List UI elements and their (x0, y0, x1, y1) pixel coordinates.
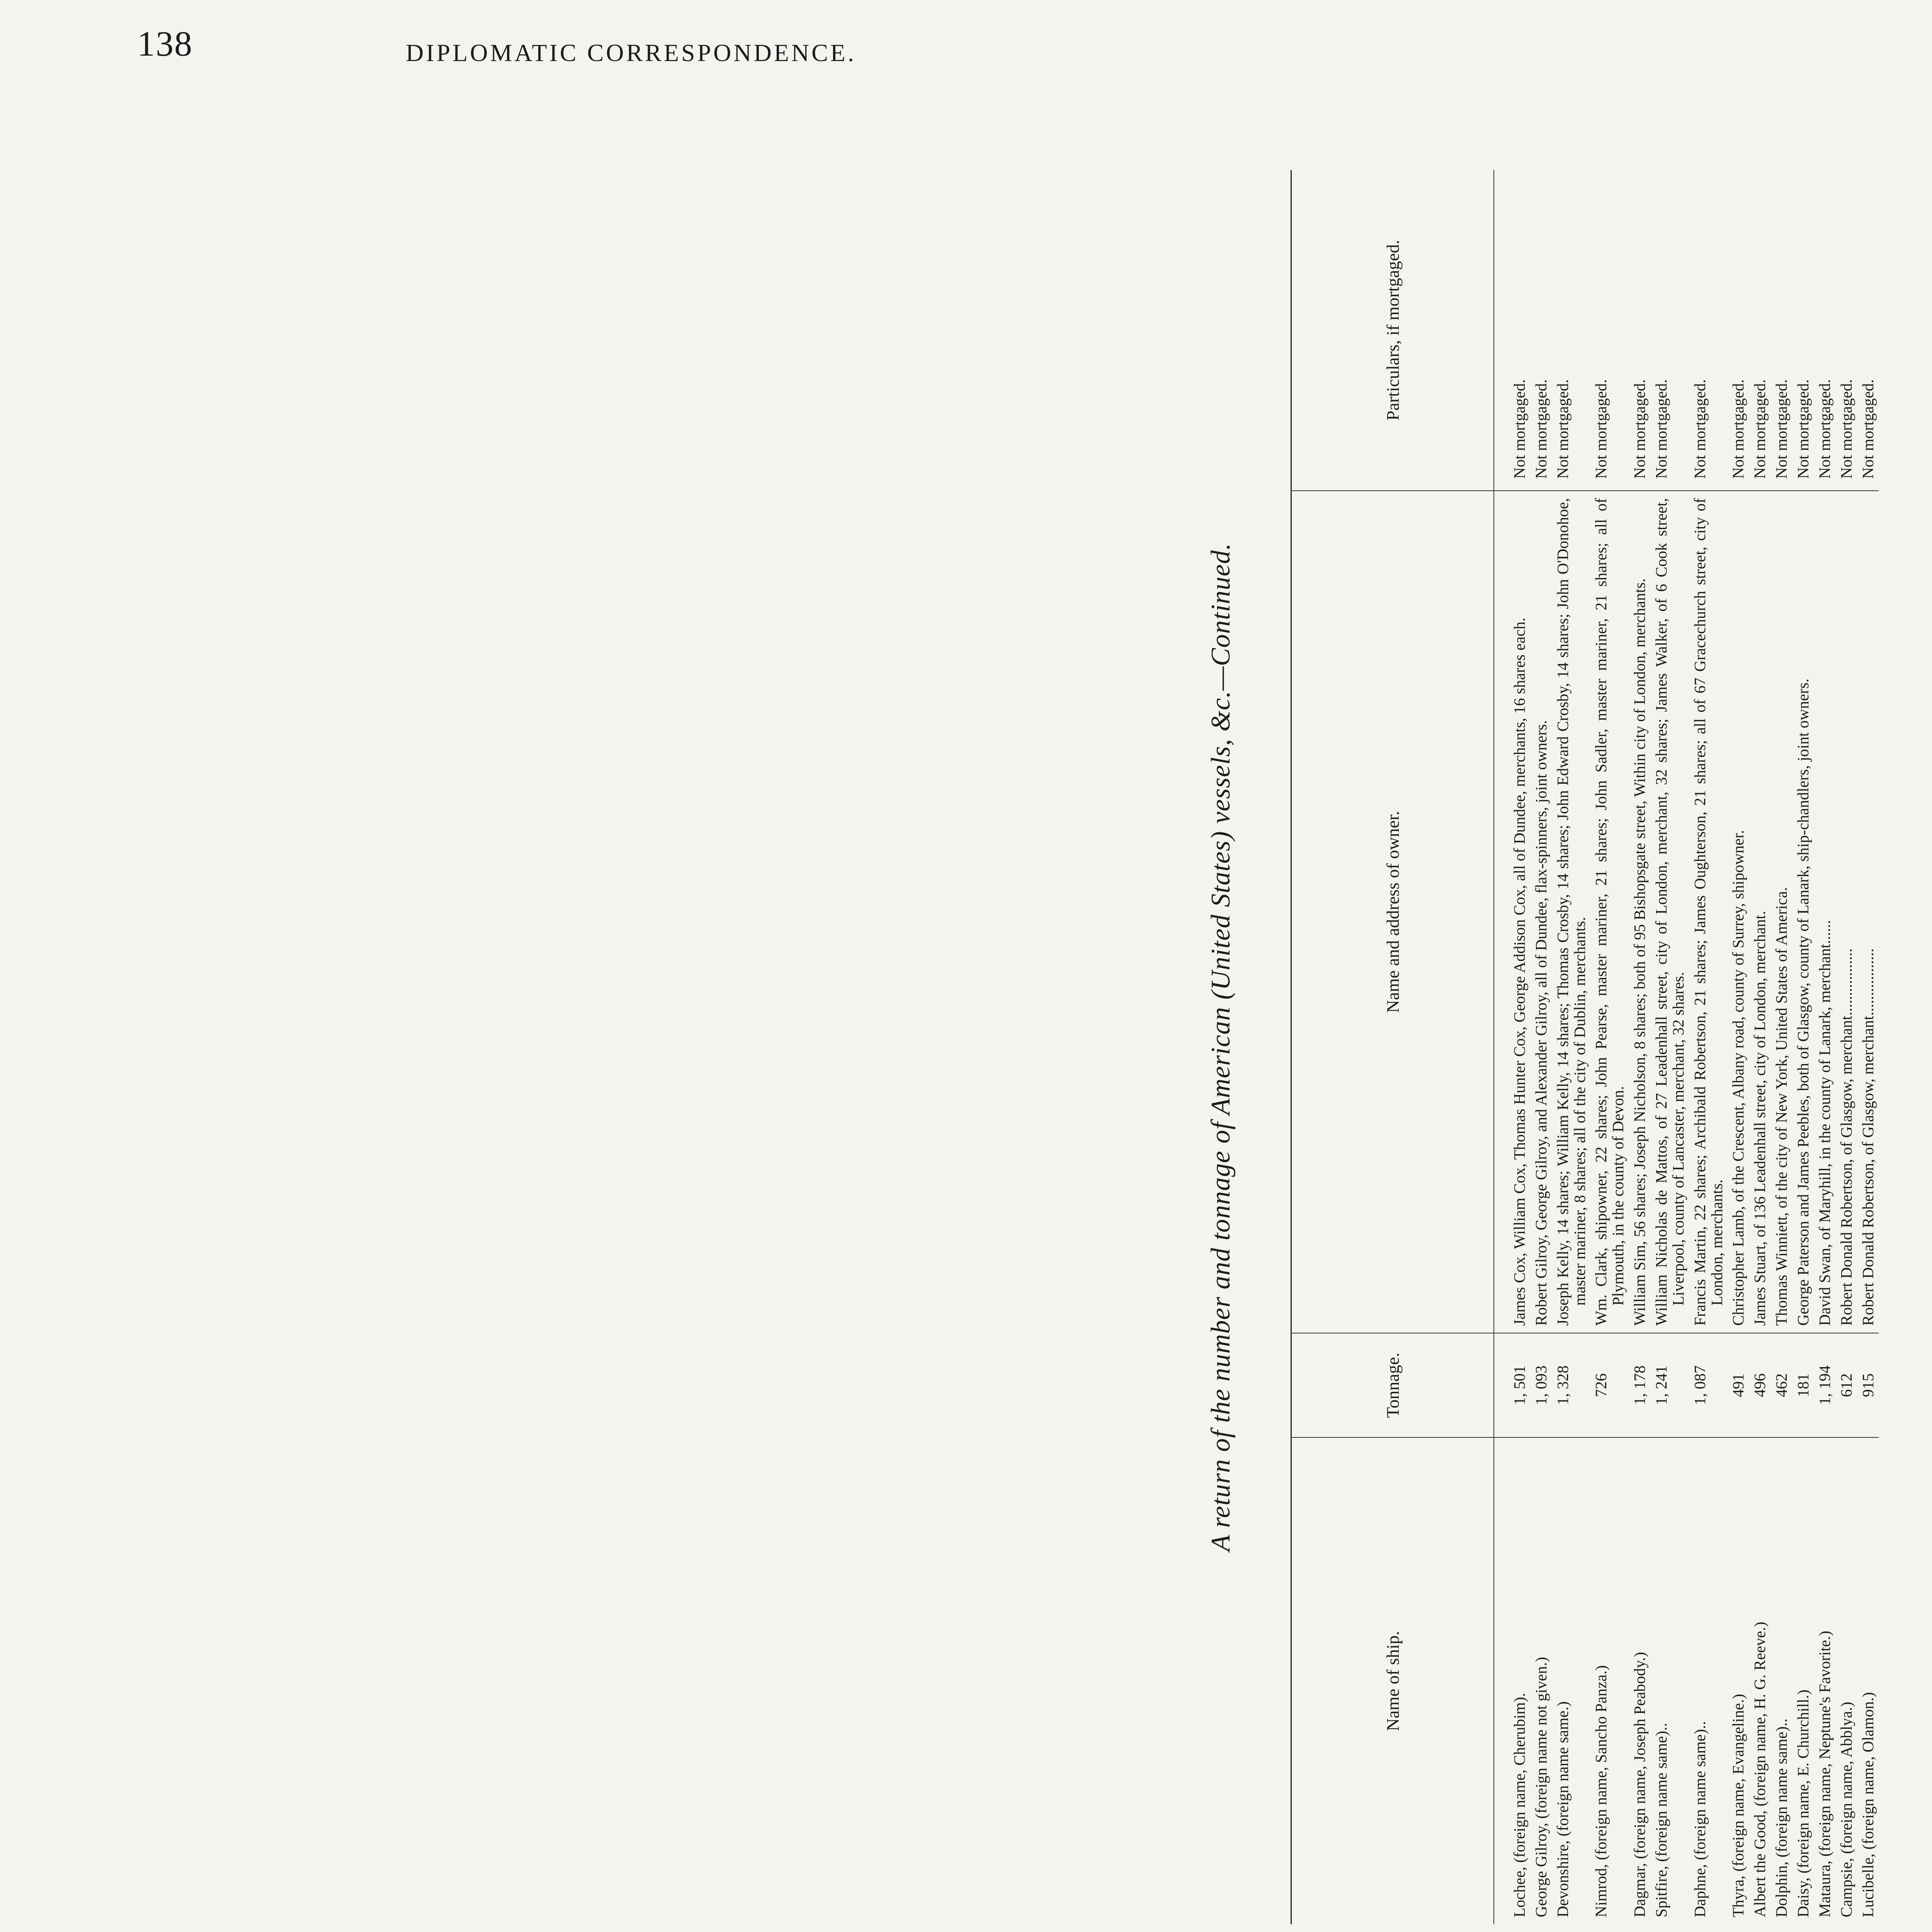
running-title: DIPLOMATIC CORRESPONDENCE. (406, 39, 856, 66)
cell-tonnage: 1, 194 (1814, 1333, 1836, 1437)
rotated-table-block (1179, 170, 1932, 1924)
column-header-owner: Name and address of owner. (1291, 491, 1494, 1333)
cell-ship-name: George Gilroy, (foreign name not given.) (1532, 1656, 1550, 1917)
vessels-table (1291, 170, 1879, 1924)
cell-tonnage: 1, 241 (1651, 1333, 1689, 1437)
table-row (1494, 170, 1531, 1924)
cell-mortgage: Not mortgaged. (1590, 170, 1629, 491)
cell-tonnage: 612 (1836, 1333, 1857, 1437)
cell-mortgage: Not mortgaged. (1793, 170, 1814, 491)
cell-mortgage: Not mortgaged. (1531, 170, 1552, 491)
table-row (1814, 170, 1836, 1924)
cell-mortgage: Not mortgaged. (1629, 170, 1651, 491)
cell-ship-name: Dolphin, (foreign name same).. (1772, 1718, 1791, 1917)
cell-owner: Robert Gilroy, George Gilroy, and Alexander Gilroy, all of Dundee, flax-spinners, joint owners. (1531, 491, 1552, 1333)
cell-owner: Christopher Lamb, of the Crescent, Albany road, county of Surrey, shipowner. (1728, 491, 1749, 1333)
column-header-tonnage: Tonnage. (1291, 1333, 1494, 1437)
cell-owner: James Cox, William Cox, Thomas Hunter Cox, George Addison Cox, all of Dundee, merchants, 16 shares each. (1494, 491, 1531, 1333)
cell-mortgage: Not mortgaged. (1552, 170, 1591, 491)
cell-owner: William Sim, 56 shares; Joseph Nicholson, 8 shares; both of 95 Bishopsgate street, Within city of London, merchants. (1629, 491, 1651, 1333)
column-header-mortgage: Particulars, if mortgaged. (1291, 170, 1494, 491)
cell-tonnage: 915 (1857, 1333, 1879, 1437)
cell-ship-name: Mataura, (foreign name, Neptune's Favorite.) (1815, 1631, 1833, 1917)
table-row (1552, 170, 1591, 1924)
table-row (1749, 170, 1771, 1924)
cell-ship-name: Albert the Good, (foreign name, H. G. Reeve.) (1751, 1621, 1769, 1917)
cell-ship-name: Lochee, (foreign name, Cherubim). (1510, 1693, 1528, 1917)
cell-mortgage: Not mortgaged. (1728, 170, 1749, 491)
cell-owner: Robert Donald Robertson, of Glasgow, merchant................. (1857, 491, 1879, 1333)
cell-ship-name: Daisy, (foreign name, E. Churchill.) (1794, 1689, 1812, 1917)
table-row (1857, 170, 1879, 1924)
cell-owner: Thomas Winniett, of the city of New York, United States of America. (1771, 491, 1793, 1333)
table-row (1629, 170, 1651, 1924)
cell-tonnage: 1, 087 (1689, 1333, 1728, 1437)
cell-tonnage: 1, 328 (1552, 1333, 1591, 1437)
table-row (1590, 170, 1629, 1924)
cell-mortgage: Not mortgaged. (1771, 170, 1793, 491)
cell-ship-name: Daphne, (foreign name same).. (1690, 1721, 1709, 1917)
table-row (1651, 170, 1689, 1924)
cell-owner: Wm. Clark, shipowner, 22 shares; John Pearse, master mariner, 21 shares; John Sadler, master mariner, 21 shares; all of Plymouth, in the county of Devon. (1590, 491, 1629, 1333)
cell-mortgage: Not mortgaged. (1651, 170, 1689, 491)
cell-ship-name: Campsie, (foreign name, Abblya.) (1837, 1702, 1855, 1917)
table-row (1689, 170, 1728, 1924)
cell-owner: David Swan, of Maryhill, in the county of Lanark, merchant...... (1814, 491, 1836, 1333)
cell-tonnage: 181 (1793, 1333, 1814, 1437)
cell-tonnage: 1, 093 (1531, 1333, 1552, 1437)
cell-tonnage: 1, 178 (1629, 1333, 1651, 1437)
cell-tonnage: 496 (1749, 1333, 1771, 1437)
table-row (1531, 170, 1552, 1924)
cell-mortgage: Not mortgaged. (1814, 170, 1836, 491)
cell-tonnage: 462 (1771, 1333, 1793, 1437)
table-row (1836, 170, 1857, 1924)
cell-mortgage: Not mortgaged. (1749, 170, 1771, 491)
cell-ship-name: Spitfire, (foreign name same).. (1652, 1723, 1670, 1917)
cell-mortgage: Not mortgaged. (1689, 170, 1728, 491)
cell-mortgage: Not mortgaged. (1494, 170, 1531, 491)
table-row (1771, 170, 1793, 1924)
column-header-ship: Name of ship. (1291, 1437, 1494, 1924)
cell-tonnage: 491 (1728, 1333, 1749, 1437)
cell-ship-name: Dagmar, (foreign name, Joseph Peabody.) (1631, 1652, 1649, 1917)
table-row (1728, 170, 1749, 1924)
cell-tonnage: 726 (1590, 1333, 1629, 1437)
cell-owner: William Nicholas de Mattos, of 27 Leadenhall street, city of London, merchant, 32 shares; James Walker, of 6 Cook street, Liverpool, county of Lancaster, merchant, 32 shares. (1651, 491, 1689, 1333)
table-row (1793, 170, 1814, 1924)
table-title: A return of the number and tonnage of American (United States) vessels, &c.—Continued. (1206, 543, 1236, 1552)
cell-ship-name: Devonshire, (foreign name same.) (1553, 1701, 1571, 1917)
page-number: 138 (137, 24, 193, 63)
cell-owner: George Paterson and James Peebles, both of Glasgow, county of Lanark, ship-chandlers, joint owners. (1793, 491, 1814, 1333)
cell-ship-name: Thyra, (foreign name, Evangeline.) (1729, 1694, 1747, 1917)
table-header-row (1291, 170, 1494, 1924)
cell-owner: Joseph Kelly, 14 shares; William Kelly, 14 shares; Thomas Crosby, 14 shares; John Edward Crosby, 14 shares; John O'Donohoe, master mariner, 8 shares; all of the city of Dublin, merchants. (1552, 491, 1591, 1333)
cell-tonnage: 1, 501 (1494, 1333, 1531, 1437)
cell-owner: James Stuart, of 136 Leadenhall street, city of London, merchant. (1749, 491, 1771, 1333)
cell-mortgage: Not mortgaged. (1857, 170, 1879, 491)
cell-owner: Robert Donald Robertson, of Glasgow, merchant................. (1836, 491, 1857, 1333)
cell-owner: Francis Martin, 22 shares; Archibald Robertson, 21 shares; James Oughterson, 21 shares; all of 67 Gracechurch street, city of London, merchants. (1689, 491, 1728, 1333)
cell-ship-name: Nimrod, (foreign name, Sancho Panza.) (1592, 1665, 1610, 1917)
cell-ship-name: Lucibelle, (foreign name, Olamon.) (1859, 1692, 1877, 1917)
cell-mortgage: Not mortgaged. (1836, 170, 1857, 491)
